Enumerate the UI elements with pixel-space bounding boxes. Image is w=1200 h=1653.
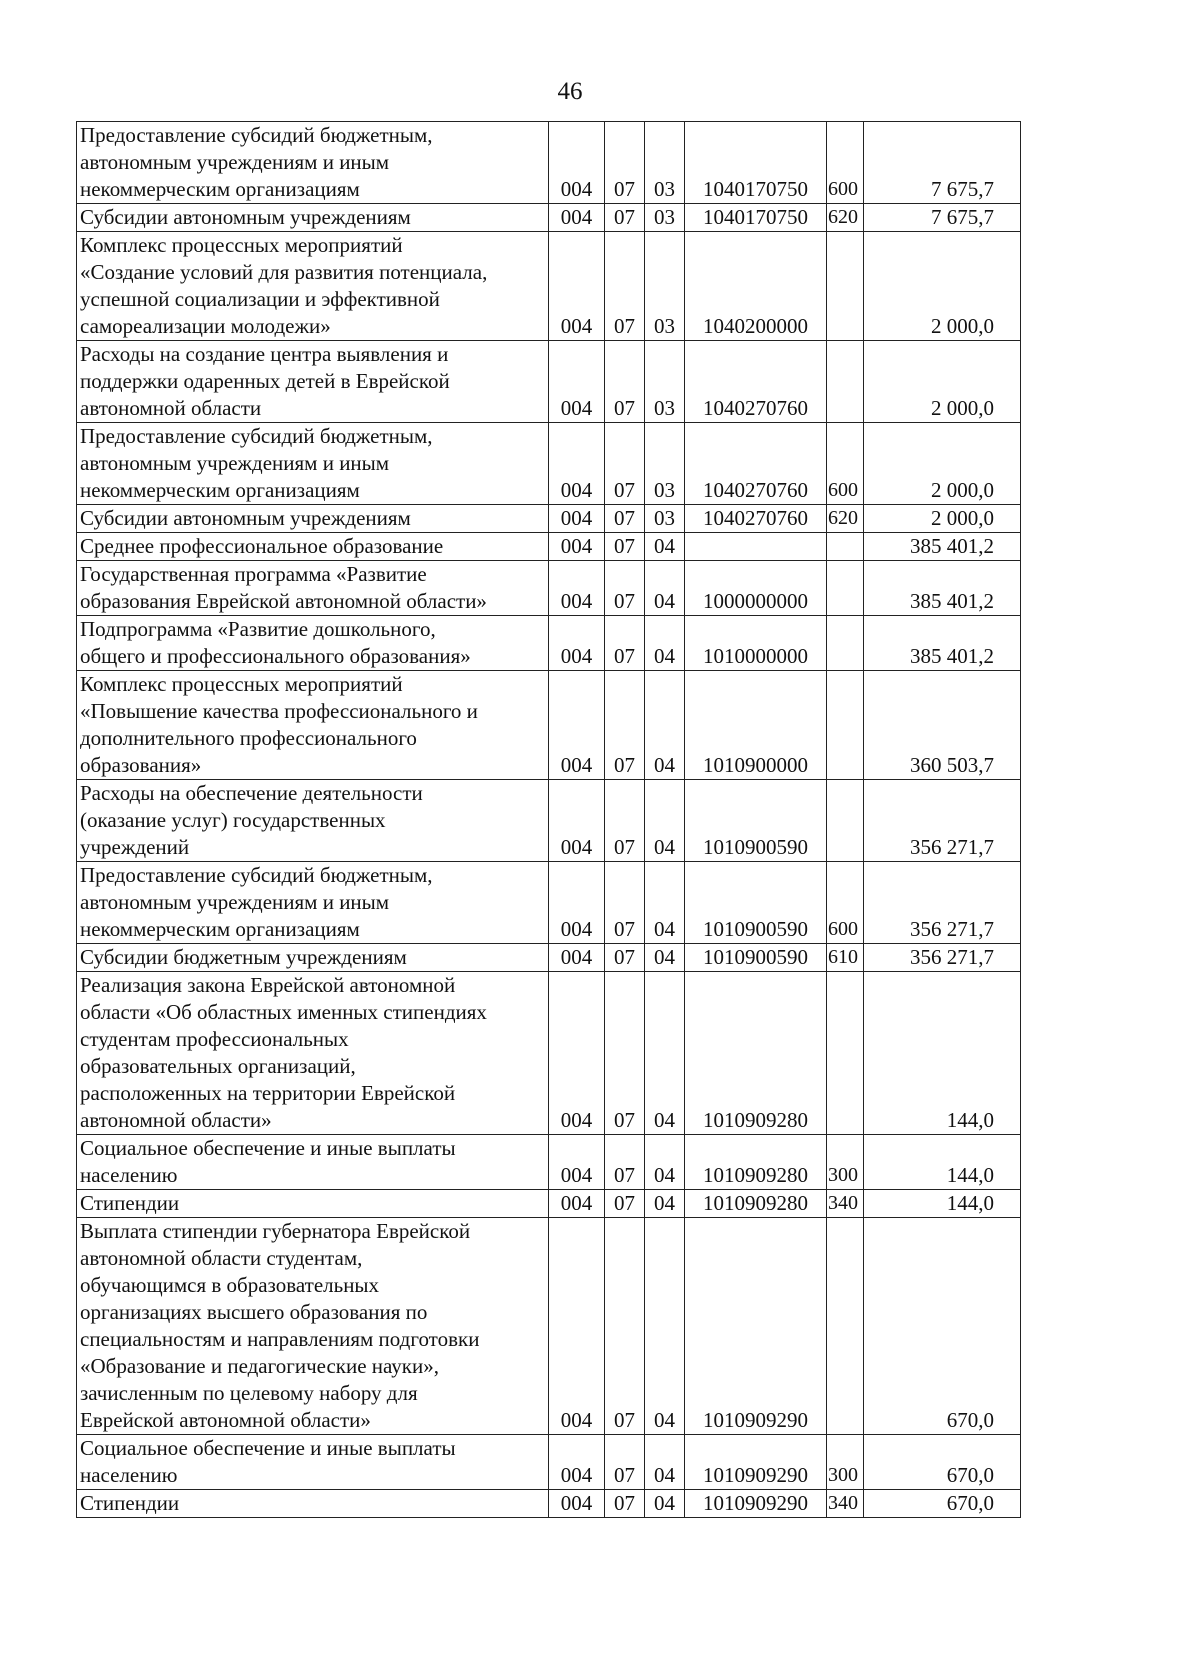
admin-code-cell: 004: [549, 204, 605, 232]
admin-code-cell: 004: [549, 944, 605, 972]
item-name-cell: [77, 944, 549, 972]
subsection-code-cell: 04: [645, 862, 685, 944]
item-name-line: Реализация закона Еврейской автономной: [80, 973, 456, 997]
item-name-line: учреждений: [80, 835, 190, 859]
table-row: [77, 122, 1021, 204]
expense-type-cell: 300: [827, 1435, 864, 1490]
item-name-line: Предоставление субсидий бюджетным,: [80, 863, 433, 887]
admin-code-cell: 004: [549, 616, 605, 671]
item-name-line: Среднее профессиональное образование: [80, 534, 444, 558]
target-article-cell: 1010000000: [685, 616, 827, 671]
expense-type-cell: [827, 972, 864, 1135]
item-name-line: населению: [80, 1163, 178, 1187]
subsection-code-cell: 04: [645, 972, 685, 1135]
admin-code-cell: 004: [549, 533, 605, 561]
item-name-cell: [77, 1135, 549, 1190]
target-article-cell: 1040270760: [685, 341, 827, 423]
target-article-cell: 1010900590: [685, 862, 827, 944]
admin-code-cell: 004: [549, 671, 605, 780]
amount-cell: 356 271,7: [864, 780, 1021, 862]
target-article-cell: 1040170750: [685, 122, 827, 204]
target-article-cell: 1040200000: [685, 232, 827, 341]
table-row: [77, 1218, 1021, 1435]
item-name-cell: [77, 232, 549, 341]
item-name-cell: [77, 204, 549, 232]
amount-cell: 7 675,7: [864, 204, 1021, 232]
subsection-code-cell: 04: [645, 1190, 685, 1218]
amount-cell: 356 271,7: [864, 862, 1021, 944]
item-name-line: «Образование и педагогические науки»,: [80, 1354, 439, 1378]
item-name-line: Субсидии автономным учреждениям: [80, 506, 411, 530]
item-name-line: Субсидии бюджетным учреждениям: [80, 945, 407, 969]
item-name-line: автономным учреждениям и иным: [80, 890, 390, 914]
section-code-cell: 07: [605, 204, 645, 232]
item-name-line: Социальное обеспечение и иные выплаты: [80, 1136, 456, 1160]
amount-cell: 2 000,0: [864, 232, 1021, 341]
expense-type-cell: [827, 232, 864, 341]
target-article-cell: 1040270760: [685, 505, 827, 533]
subsection-code-cell: 03: [645, 232, 685, 341]
table-row: [77, 423, 1021, 505]
expense-type-cell: 300: [827, 1135, 864, 1190]
item-name-cell: [77, 1218, 549, 1435]
subsection-code-cell: 04: [645, 1435, 685, 1490]
table-row: [77, 341, 1021, 423]
item-name-cell: [77, 505, 549, 533]
target-article-cell: 1010900590: [685, 780, 827, 862]
section-code-cell: 07: [605, 341, 645, 423]
expense-type-cell: [827, 561, 864, 616]
item-name-cell: [77, 780, 549, 862]
item-name-line: дополнительного профессионального: [80, 726, 417, 750]
table-row: [77, 204, 1021, 232]
expense-type-cell: [827, 341, 864, 423]
section-code-cell: 07: [605, 122, 645, 204]
item-name-line: образования Еврейской автономной области»: [80, 589, 487, 613]
target-article-cell: 1010909280: [685, 1135, 827, 1190]
item-name-line: Социальное обеспечение и иные выплаты: [80, 1436, 456, 1460]
item-name-line: обучающимся в образовательных: [80, 1273, 380, 1297]
page-number: 46: [557, 78, 583, 105]
amount-cell: 670,0: [864, 1435, 1021, 1490]
table-row: [77, 944, 1021, 972]
item-name-cell: [77, 972, 549, 1135]
item-name-line: поддержки одаренных детей в Еврейской: [80, 369, 450, 393]
table-row: [77, 533, 1021, 561]
section-code-cell: 07: [605, 561, 645, 616]
expense-type-cell: [827, 1218, 864, 1435]
amount-cell: 385 401,2: [864, 616, 1021, 671]
expense-type-cell: 340: [827, 1190, 864, 1218]
section-code-cell: 07: [605, 1435, 645, 1490]
item-name-line: некоммерческим организациям: [80, 917, 360, 941]
subsection-code-cell: 03: [645, 505, 685, 533]
amount-cell: 670,0: [864, 1490, 1021, 1518]
item-name-line: (оказание услуг) государственных: [80, 808, 386, 832]
section-code-cell: 07: [605, 1135, 645, 1190]
item-name-line: организациях высшего образования по: [80, 1300, 428, 1324]
amount-cell: 7 675,7: [864, 122, 1021, 204]
admin-code-cell: 004: [549, 972, 605, 1135]
section-code-cell: 07: [605, 616, 645, 671]
item-name-line: Еврейской автономной области»: [80, 1408, 371, 1432]
amount-cell: 385 401,2: [864, 533, 1021, 561]
amount-cell: 144,0: [864, 1135, 1021, 1190]
subsection-code-cell: 04: [645, 1490, 685, 1518]
admin-code-cell: 004: [549, 505, 605, 533]
subsection-code-cell: 03: [645, 423, 685, 505]
admin-code-cell: 004: [549, 232, 605, 341]
expense-type-cell: [827, 780, 864, 862]
table-row: [77, 671, 1021, 780]
item-name-cell: [77, 1490, 549, 1518]
item-name-line: автономной области студентам,: [80, 1246, 363, 1270]
table-row: [77, 1190, 1021, 1218]
item-name-line: Комплекс процессных мероприятий: [80, 672, 403, 696]
item-name-line: самореализации молодежи»: [80, 314, 331, 338]
item-name-line: Стипендии: [80, 1191, 180, 1215]
target-article-cell: [685, 533, 827, 561]
section-code-cell: 07: [605, 533, 645, 561]
item-name-line: некоммерческим организациям: [80, 478, 360, 502]
admin-code-cell: 004: [549, 780, 605, 862]
section-code-cell: 07: [605, 423, 645, 505]
section-code-cell: 07: [605, 1218, 645, 1435]
expense-type-cell: [827, 533, 864, 561]
subsection-code-cell: 04: [645, 944, 685, 972]
subsection-code-cell: 04: [645, 561, 685, 616]
item-name-cell: [77, 122, 549, 204]
subsection-code-cell: 03: [645, 341, 685, 423]
item-name-line: Выплата стипендии губернатора Еврейской: [80, 1219, 471, 1243]
table-row: [77, 561, 1021, 616]
amount-cell: 385 401,2: [864, 561, 1021, 616]
subsection-code-cell: 04: [645, 616, 685, 671]
expense-type-cell: 600: [827, 122, 864, 204]
item-name-line: образования»: [80, 753, 202, 777]
target-article-cell: 1010900000: [685, 671, 827, 780]
expense-type-cell: 620: [827, 505, 864, 533]
section-code-cell: 07: [605, 232, 645, 341]
admin-code-cell: 004: [549, 122, 605, 204]
admin-code-cell: 004: [549, 561, 605, 616]
section-code-cell: 07: [605, 671, 645, 780]
item-name-line: образовательных организаций,: [80, 1054, 356, 1078]
admin-code-cell: 004: [549, 1435, 605, 1490]
subsection-code-cell: 04: [645, 671, 685, 780]
table-row: [77, 505, 1021, 533]
expense-type-cell: 600: [827, 423, 864, 505]
budget-table: [76, 121, 1021, 1518]
expense-type-cell: 620: [827, 204, 864, 232]
table-row: [77, 616, 1021, 671]
expense-type-cell: 340: [827, 1490, 864, 1518]
item-name-line: Подпрограмма «Развитие дошкольного,: [80, 617, 436, 641]
amount-cell: 144,0: [864, 1190, 1021, 1218]
section-code-cell: 07: [605, 505, 645, 533]
item-name-line: некоммерческим организациям: [80, 177, 360, 201]
item-name-cell: [77, 341, 549, 423]
table-row: [77, 1435, 1021, 1490]
item-name-line: автономной области: [80, 396, 262, 420]
item-name-cell: [77, 561, 549, 616]
item-name-line: области «Об областных именных стипендиях: [80, 1000, 487, 1024]
target-article-cell: 1010909280: [685, 972, 827, 1135]
item-name-line: Субсидии автономным учреждениям: [80, 205, 411, 229]
section-code-cell: 07: [605, 1490, 645, 1518]
expense-type-cell: [827, 616, 864, 671]
admin-code-cell: 004: [549, 1490, 605, 1518]
item-name-line: Предоставление субсидий бюджетным,: [80, 123, 433, 147]
item-name-cell: [77, 1190, 549, 1218]
amount-cell: 670,0: [864, 1218, 1021, 1435]
item-name-line: «Повышение качества профессионального и: [80, 699, 478, 723]
amount-cell: 360 503,7: [864, 671, 1021, 780]
subsection-code-cell: 04: [645, 780, 685, 862]
admin-code-cell: 004: [549, 1218, 605, 1435]
item-name-line: общего и профессионального образования»: [80, 644, 471, 668]
table-row: [77, 1135, 1021, 1190]
subsection-code-cell: 04: [645, 533, 685, 561]
amount-cell: 356 271,7: [864, 944, 1021, 972]
table-row: [77, 862, 1021, 944]
amount-cell: 144,0: [864, 972, 1021, 1135]
item-name-cell: [77, 616, 549, 671]
item-name-line: автономным учреждениям и иным: [80, 451, 390, 475]
target-article-cell: 1000000000: [685, 561, 827, 616]
subsection-code-cell: 04: [645, 1135, 685, 1190]
item-name-cell: [77, 1435, 549, 1490]
admin-code-cell: 004: [549, 1135, 605, 1190]
item-name-cell: [77, 533, 549, 561]
item-name-line: специальностям и направлениям подготовки: [80, 1327, 480, 1351]
table-row: [77, 1490, 1021, 1518]
subsection-code-cell: 03: [645, 122, 685, 204]
target-article-cell: 1010909290: [685, 1490, 827, 1518]
item-name-line: успешной социализации и эффективной: [80, 287, 440, 311]
admin-code-cell: 004: [549, 862, 605, 944]
target-article-cell: 1010909280: [685, 1190, 827, 1218]
item-name-line: Государственная программа «Развитие: [80, 562, 427, 586]
item-name-line: автономной области»: [80, 1108, 272, 1132]
target-article-cell: 1040270760: [685, 423, 827, 505]
item-name-line: Комплекс процессных мероприятий: [80, 233, 403, 257]
budget-table-body: [77, 122, 1021, 1518]
item-name-cell: [77, 671, 549, 780]
section-code-cell: 07: [605, 780, 645, 862]
item-name-line: Расходы на создание центра выявления и: [80, 342, 449, 366]
item-name-line: автономным учреждениям и иным: [80, 150, 390, 174]
amount-cell: 2 000,0: [864, 505, 1021, 533]
item-name-line: Стипендии: [80, 1491, 180, 1515]
target-article-cell: 1010909290: [685, 1218, 827, 1435]
item-name-line: Предоставление субсидий бюджетным,: [80, 424, 433, 448]
admin-code-cell: 004: [549, 423, 605, 505]
item-name-line: расположенных на территории Еврейской: [80, 1081, 456, 1105]
item-name-cell: [77, 862, 549, 944]
expense-type-cell: 610: [827, 944, 864, 972]
table-row: [77, 972, 1021, 1135]
subsection-code-cell: 03: [645, 204, 685, 232]
item-name-line: населению: [80, 1463, 178, 1487]
table-row: [77, 780, 1021, 862]
admin-code-cell: 004: [549, 1190, 605, 1218]
section-code-cell: 07: [605, 944, 645, 972]
expense-type-cell: [827, 671, 864, 780]
expense-type-cell: 600: [827, 862, 864, 944]
target-article-cell: 1040170750: [685, 204, 827, 232]
subsection-code-cell: 04: [645, 1218, 685, 1435]
item-name-line: Расходы на обеспечение деятельности: [80, 781, 423, 805]
admin-code-cell: 004: [549, 341, 605, 423]
target-article-cell: 1010909290: [685, 1435, 827, 1490]
item-name-line: «Создание условий для развития потенциала,: [80, 260, 488, 284]
item-name-line: студентам профессиональных: [80, 1027, 349, 1051]
amount-cell: 2 000,0: [864, 341, 1021, 423]
item-name-line: зачисленным по целевому набору для: [80, 1381, 418, 1405]
section-code-cell: 07: [605, 1190, 645, 1218]
section-code-cell: 07: [605, 862, 645, 944]
item-name-cell: [77, 423, 549, 505]
amount-cell: 2 000,0: [864, 423, 1021, 505]
table-row: [77, 232, 1021, 341]
target-article-cell: 1010900590: [685, 944, 827, 972]
section-code-cell: 07: [605, 972, 645, 1135]
